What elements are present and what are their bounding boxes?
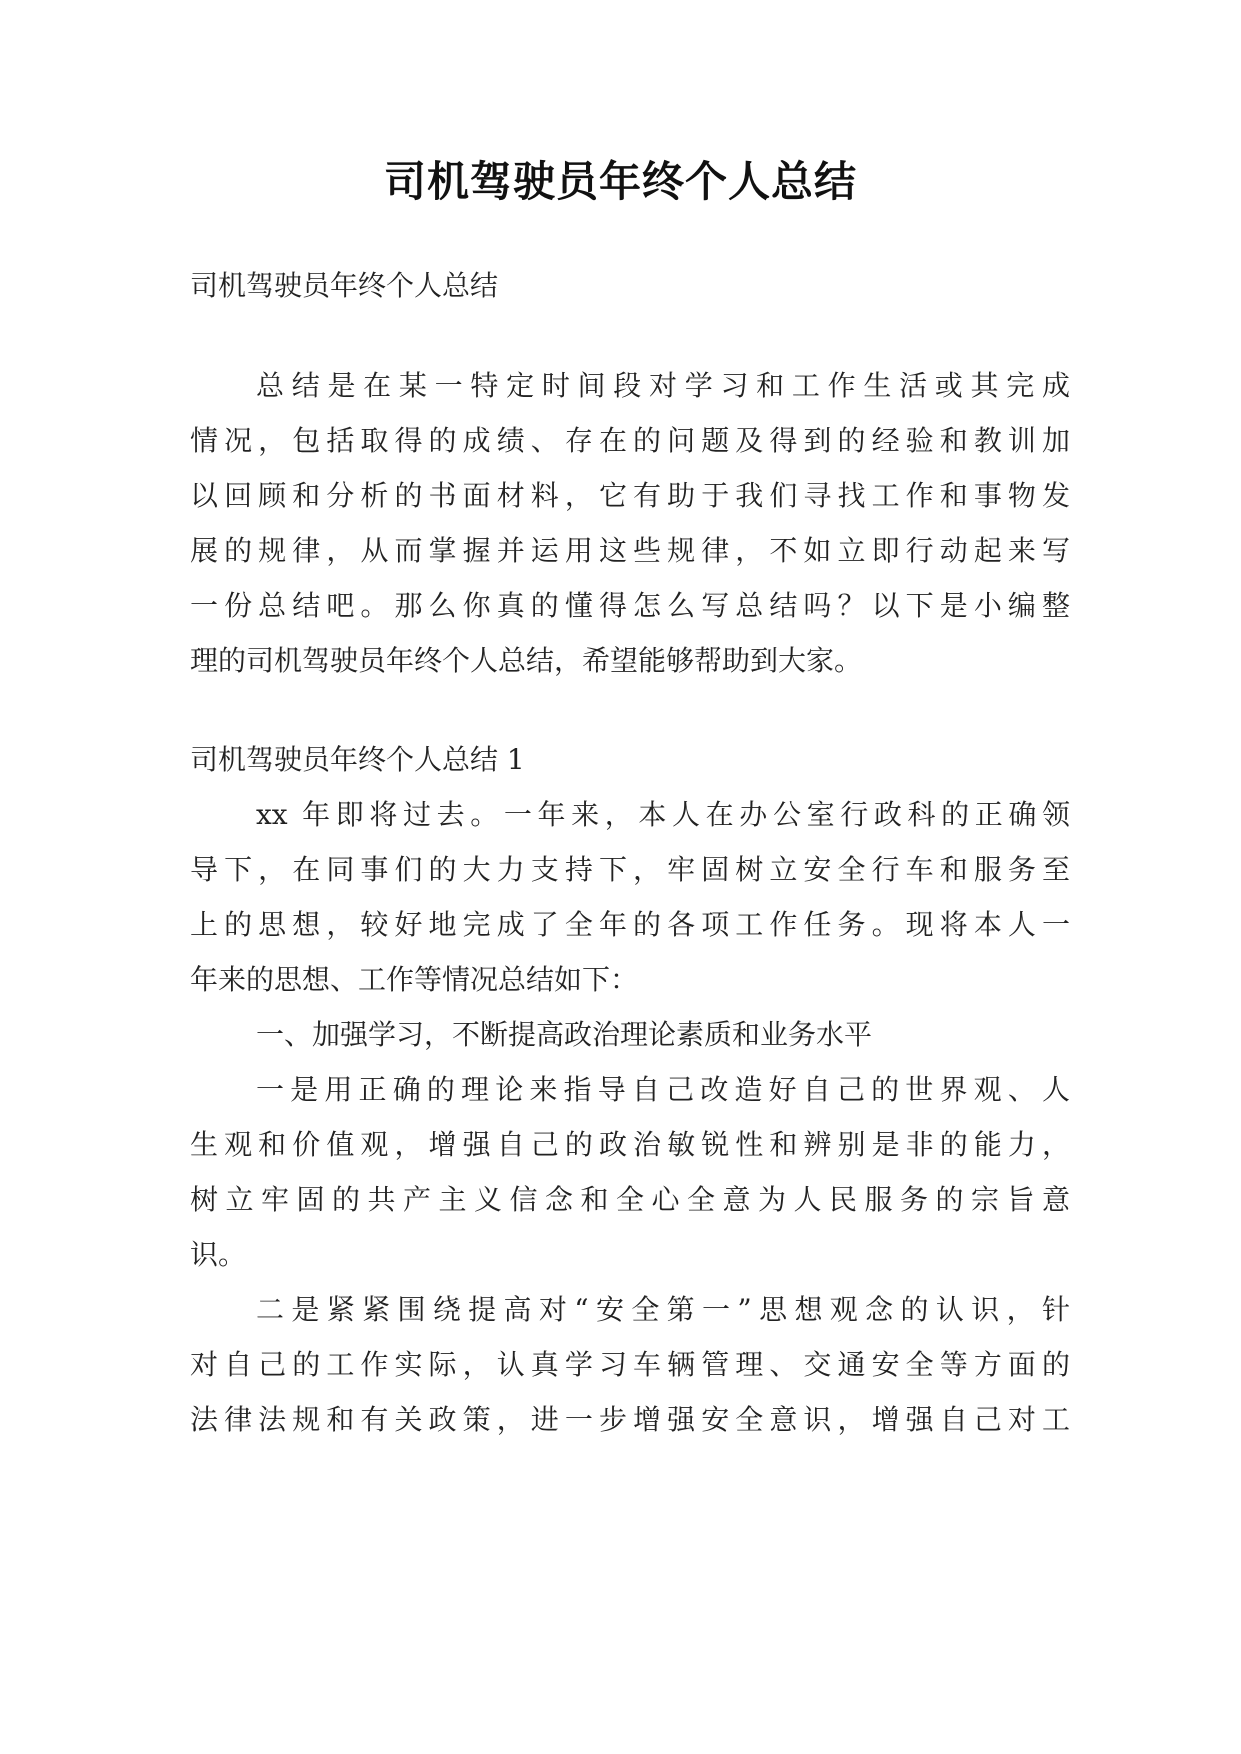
- body-line: 生观和价值观，增强自己的政治敏锐性和辨别是非的能力，: [190, 1128, 1070, 1161]
- body-line: xx 年即将过去。一年来，本人在办公室行政科的正确领: [256, 798, 1070, 831]
- intro-line: 以回顾和分析的书面材料，它有助于我们寻找工作和事物发: [190, 479, 1070, 512]
- intro-line: 理的司机驾驶员年终个人总结，希望能够帮助到大家。: [190, 644, 863, 677]
- body-line: 二是紧紧围绕提高对“安全第一”思想观念的认识，针: [256, 1293, 1070, 1326]
- body-line: 一是用正确的理论来指导自己改造好自己的世界观、人: [256, 1073, 1070, 1106]
- intro-line: 情况，包括取得的成绩、存在的问题及得到的经验和教训加: [190, 424, 1070, 457]
- body-line: 导下，在同事们的大力支持下，牢固树立安全行车和服务至: [190, 853, 1070, 886]
- intro-line: 一份总结吧。那么你真的懂得怎么写总结吗？以下是小编整: [190, 589, 1070, 622]
- body-line: 年来的思想、工作等情况总结如下：: [190, 963, 639, 996]
- document-subtitle: 司机驾驶员年终个人总结: [190, 269, 499, 302]
- body-line: 法律法规和有关政策，进一步增强安全意识，增强自己对工: [190, 1403, 1070, 1436]
- document-title: 司机驾驶员年终个人总结: [383, 157, 857, 206]
- body-line: 树立牢固的共产主义信念和全心全意为人民服务的宗旨意: [190, 1183, 1070, 1216]
- body-line: 对自己的工作实际，认真学习车辆管理、交通安全等方面的: [190, 1348, 1070, 1381]
- body-heading: 一、加强学习，不断提高政治理论素质和业务水平: [256, 1018, 873, 1051]
- section-heading: 司机驾驶员年终个人总结 1: [190, 743, 525, 776]
- intro-line: 展的规律，从而掌握并运用这些规律，不如立即行动起来写: [190, 534, 1070, 567]
- body-line: 识。: [190, 1238, 247, 1271]
- intro-line: 总结是在某一特定时间段对学习和工作生活或其完成: [256, 369, 1070, 402]
- body-line: 上的思想，较好地完成了全年的各项工作任务。现将本人一: [190, 908, 1070, 941]
